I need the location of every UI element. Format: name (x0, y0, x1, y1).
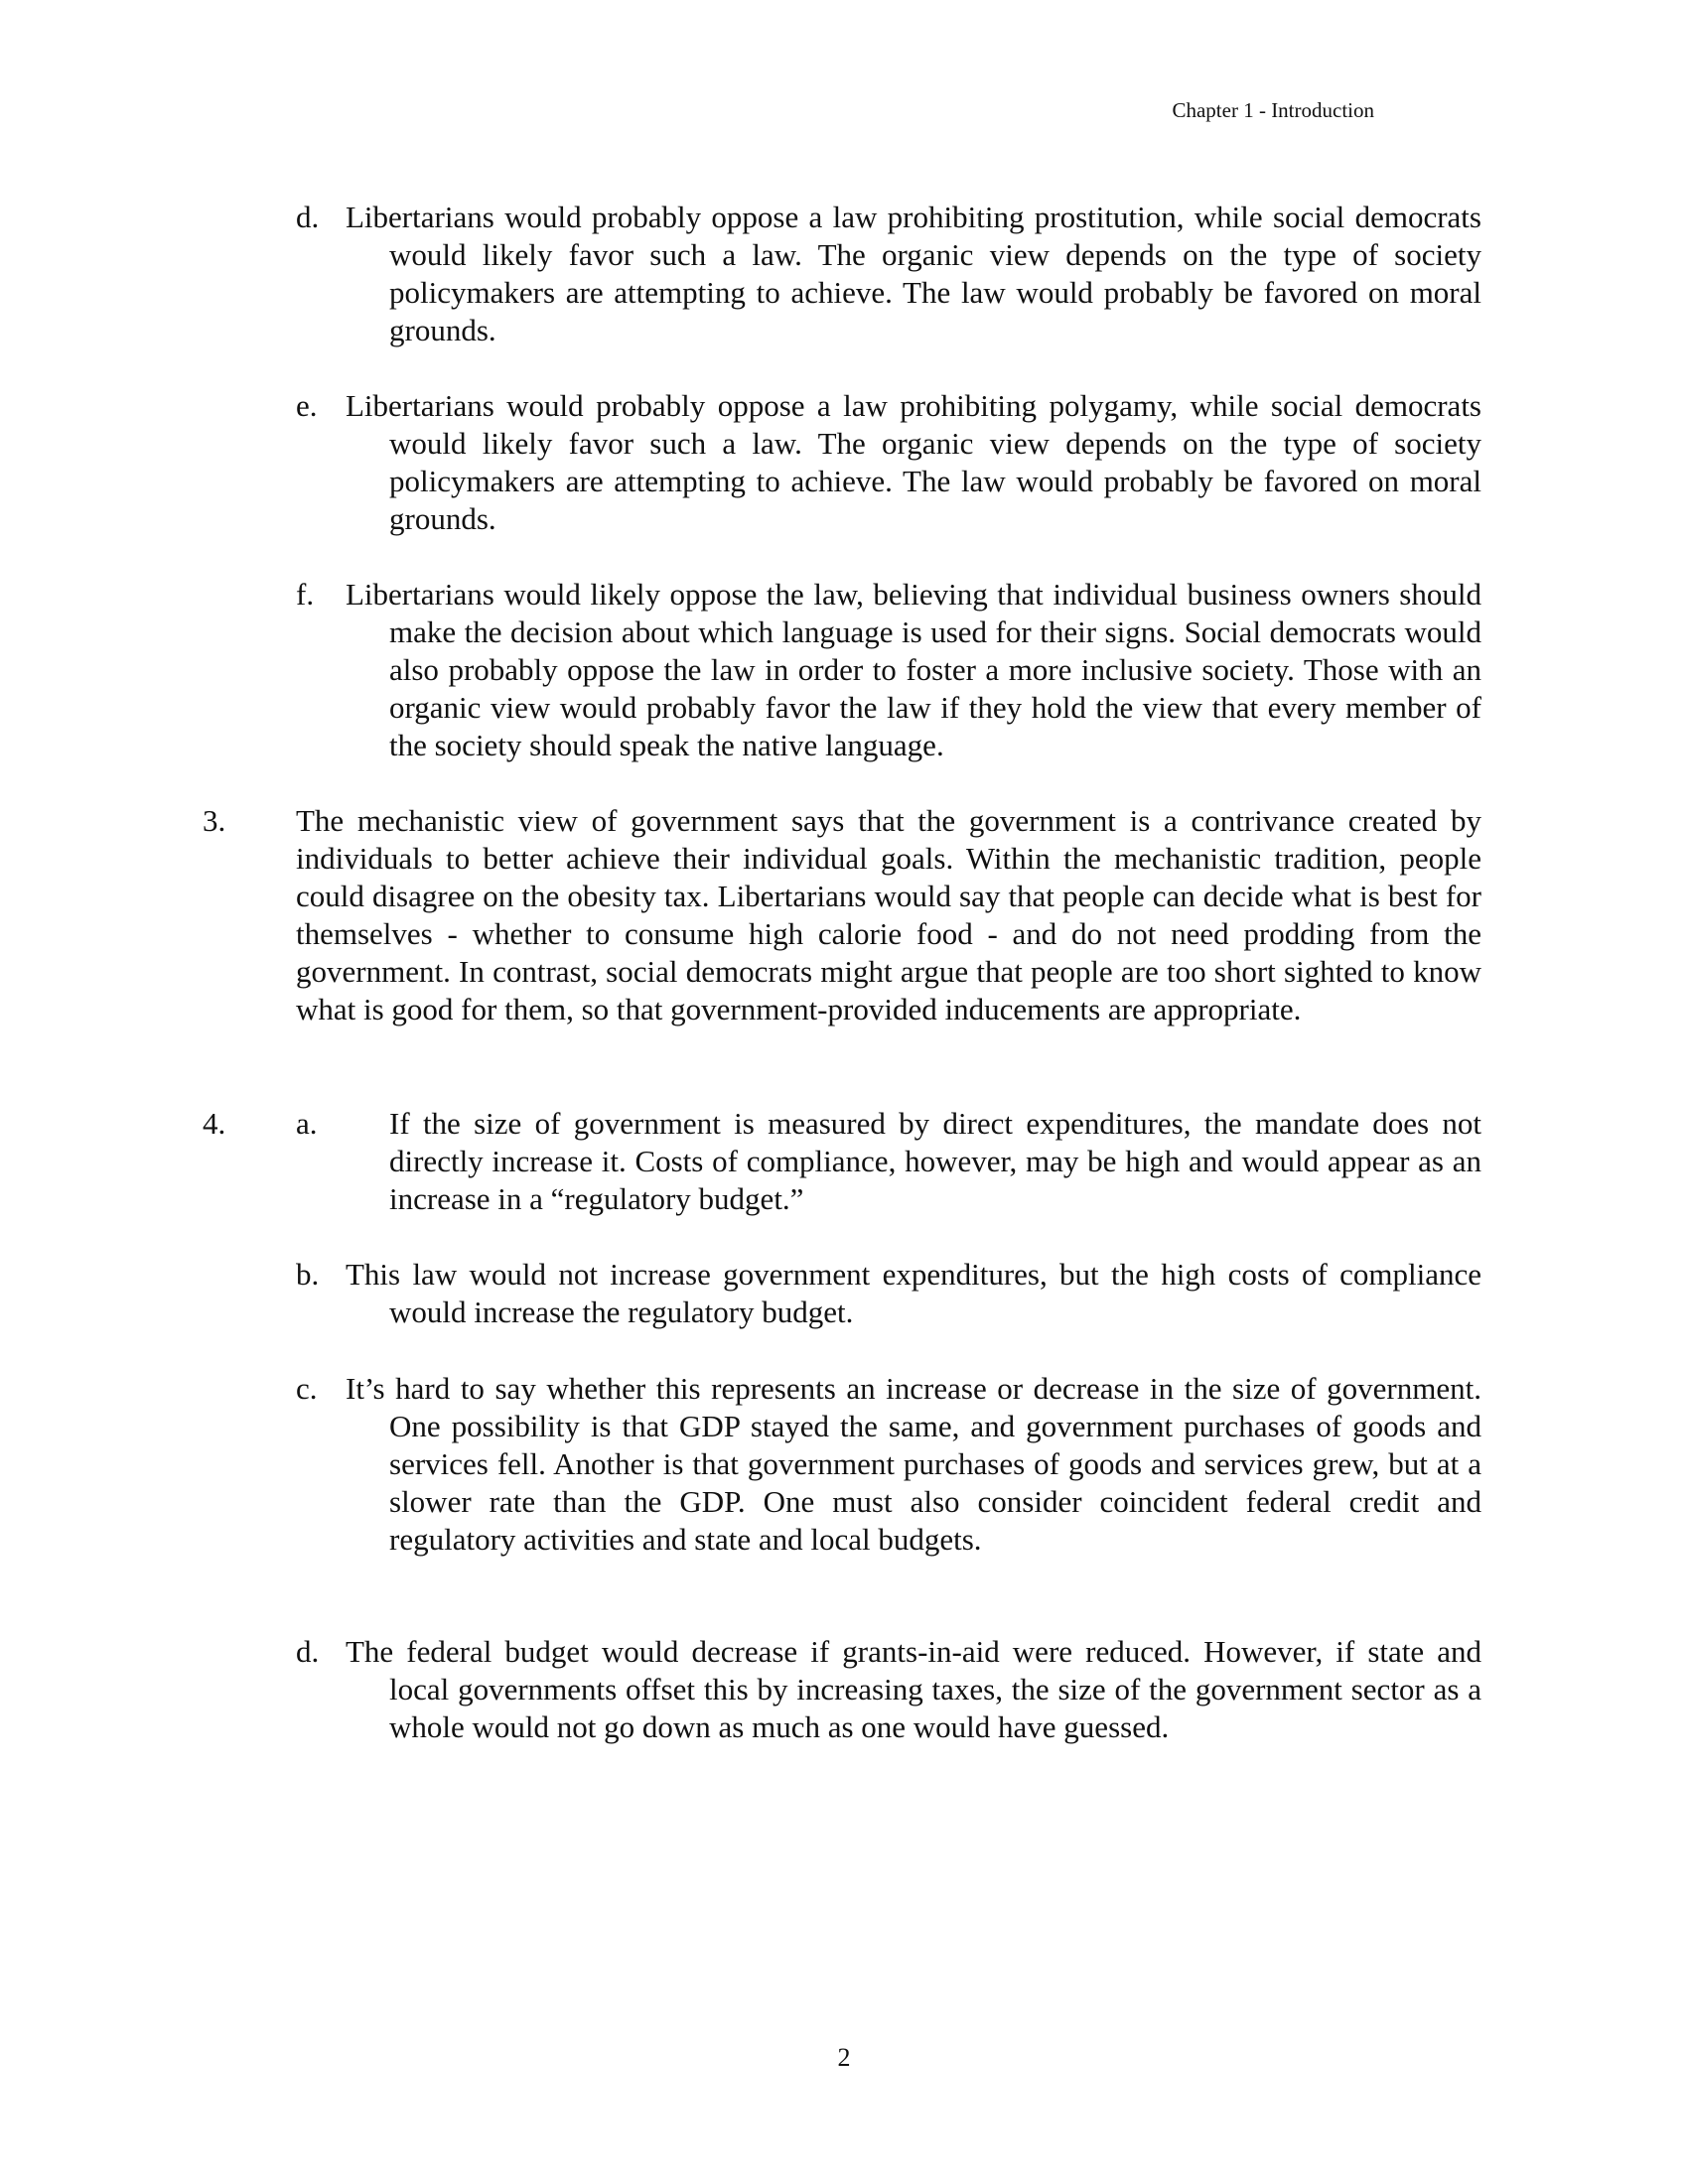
item-text: Libertarians would likely oppose the law, believing that individual business owners should make the decision about which language is used for their signs. Social democrats would also probably oppose the law in order to foster a more inclusive society. Those with an organic view would probably favor the law if they hold the view that every member of the society should speak the native language. (346, 577, 1481, 762)
item-text: Libertarians would probably oppose a law prohibiting polygamy, while social democrats would likely favor such a law. The organic view depends on the type of society policymakers are attempting to achieve. The law would probably be favored on moral grounds. (346, 388, 1481, 536)
item-letter: e. (296, 388, 318, 423)
page-number: 2 (837, 2043, 851, 2072)
answer-item-4d (296, 1633, 1481, 1746)
answer-item-2f (296, 576, 1481, 764)
item-letter: b. (296, 1257, 320, 1292)
item-text: Libertarians would probably oppose a law prohibiting prostitution, while social democrats would likely favor such a law. The organic view depends on the type of society policymakers are attempting to achieve. The law would probably be favored on moral grounds. (346, 200, 1481, 347)
item-letter: a. (296, 1106, 318, 1141)
item-text: The mechanistic view of government says that the government is a contrivance created by individuals to better achieve their individual goals. Within the mechanistic tradition, people could disagree on the obesity tax. Libertarians would say that people can decide what is best for themselves - whether to consume high calorie food - and do not need prodding from the government. In contrast, social democrats might argue that people are too short sighted to know what is good for them, so that government-provided inducements are appropriate. (296, 803, 1481, 1026)
answer-item-2d (296, 199, 1481, 349)
item-number: 4. (203, 1106, 226, 1141)
item-letter: d. (296, 1634, 320, 1669)
answer-item-2e (296, 387, 1481, 538)
item-letter: c. (296, 1371, 318, 1406)
item-text: This law would not increase government expenditures, but the high costs of compliance would increase the regulatory budget. (346, 1257, 1481, 1329)
running-header: Chapter 1 - Introduction (1172, 98, 1374, 122)
item-text: If the size of government is measured by direct expenditures, the mandate does not directly increase it. Costs of compliance, however, may be high and would appear as an increase in a “regulatory budget.” (389, 1106, 1481, 1216)
item-letter: d. (296, 200, 320, 234)
item-text: It’s hard to say whether this represents an increase or decrease in the size of government. One possibility is that GDP stayed the same, and government purchases of goods and services fell. Another is that government purchases of goods and services grew, but at a slower rate than the GDP. One must also consider coincident federal credit and regulatory activities and state and local budgets. (346, 1371, 1481, 1557)
answer-item-4b (296, 1256, 1481, 1331)
item-text: The federal budget would decrease if grants-in-aid were reduced. However, if state and local governments offset this by increasing taxes, the size of the government sector as a whole would not go down as much as one would have guessed. (346, 1634, 1481, 1744)
answer-item-4c (296, 1370, 1481, 1559)
item-letter: f. (296, 577, 315, 612)
item-number: 3. (203, 803, 226, 838)
